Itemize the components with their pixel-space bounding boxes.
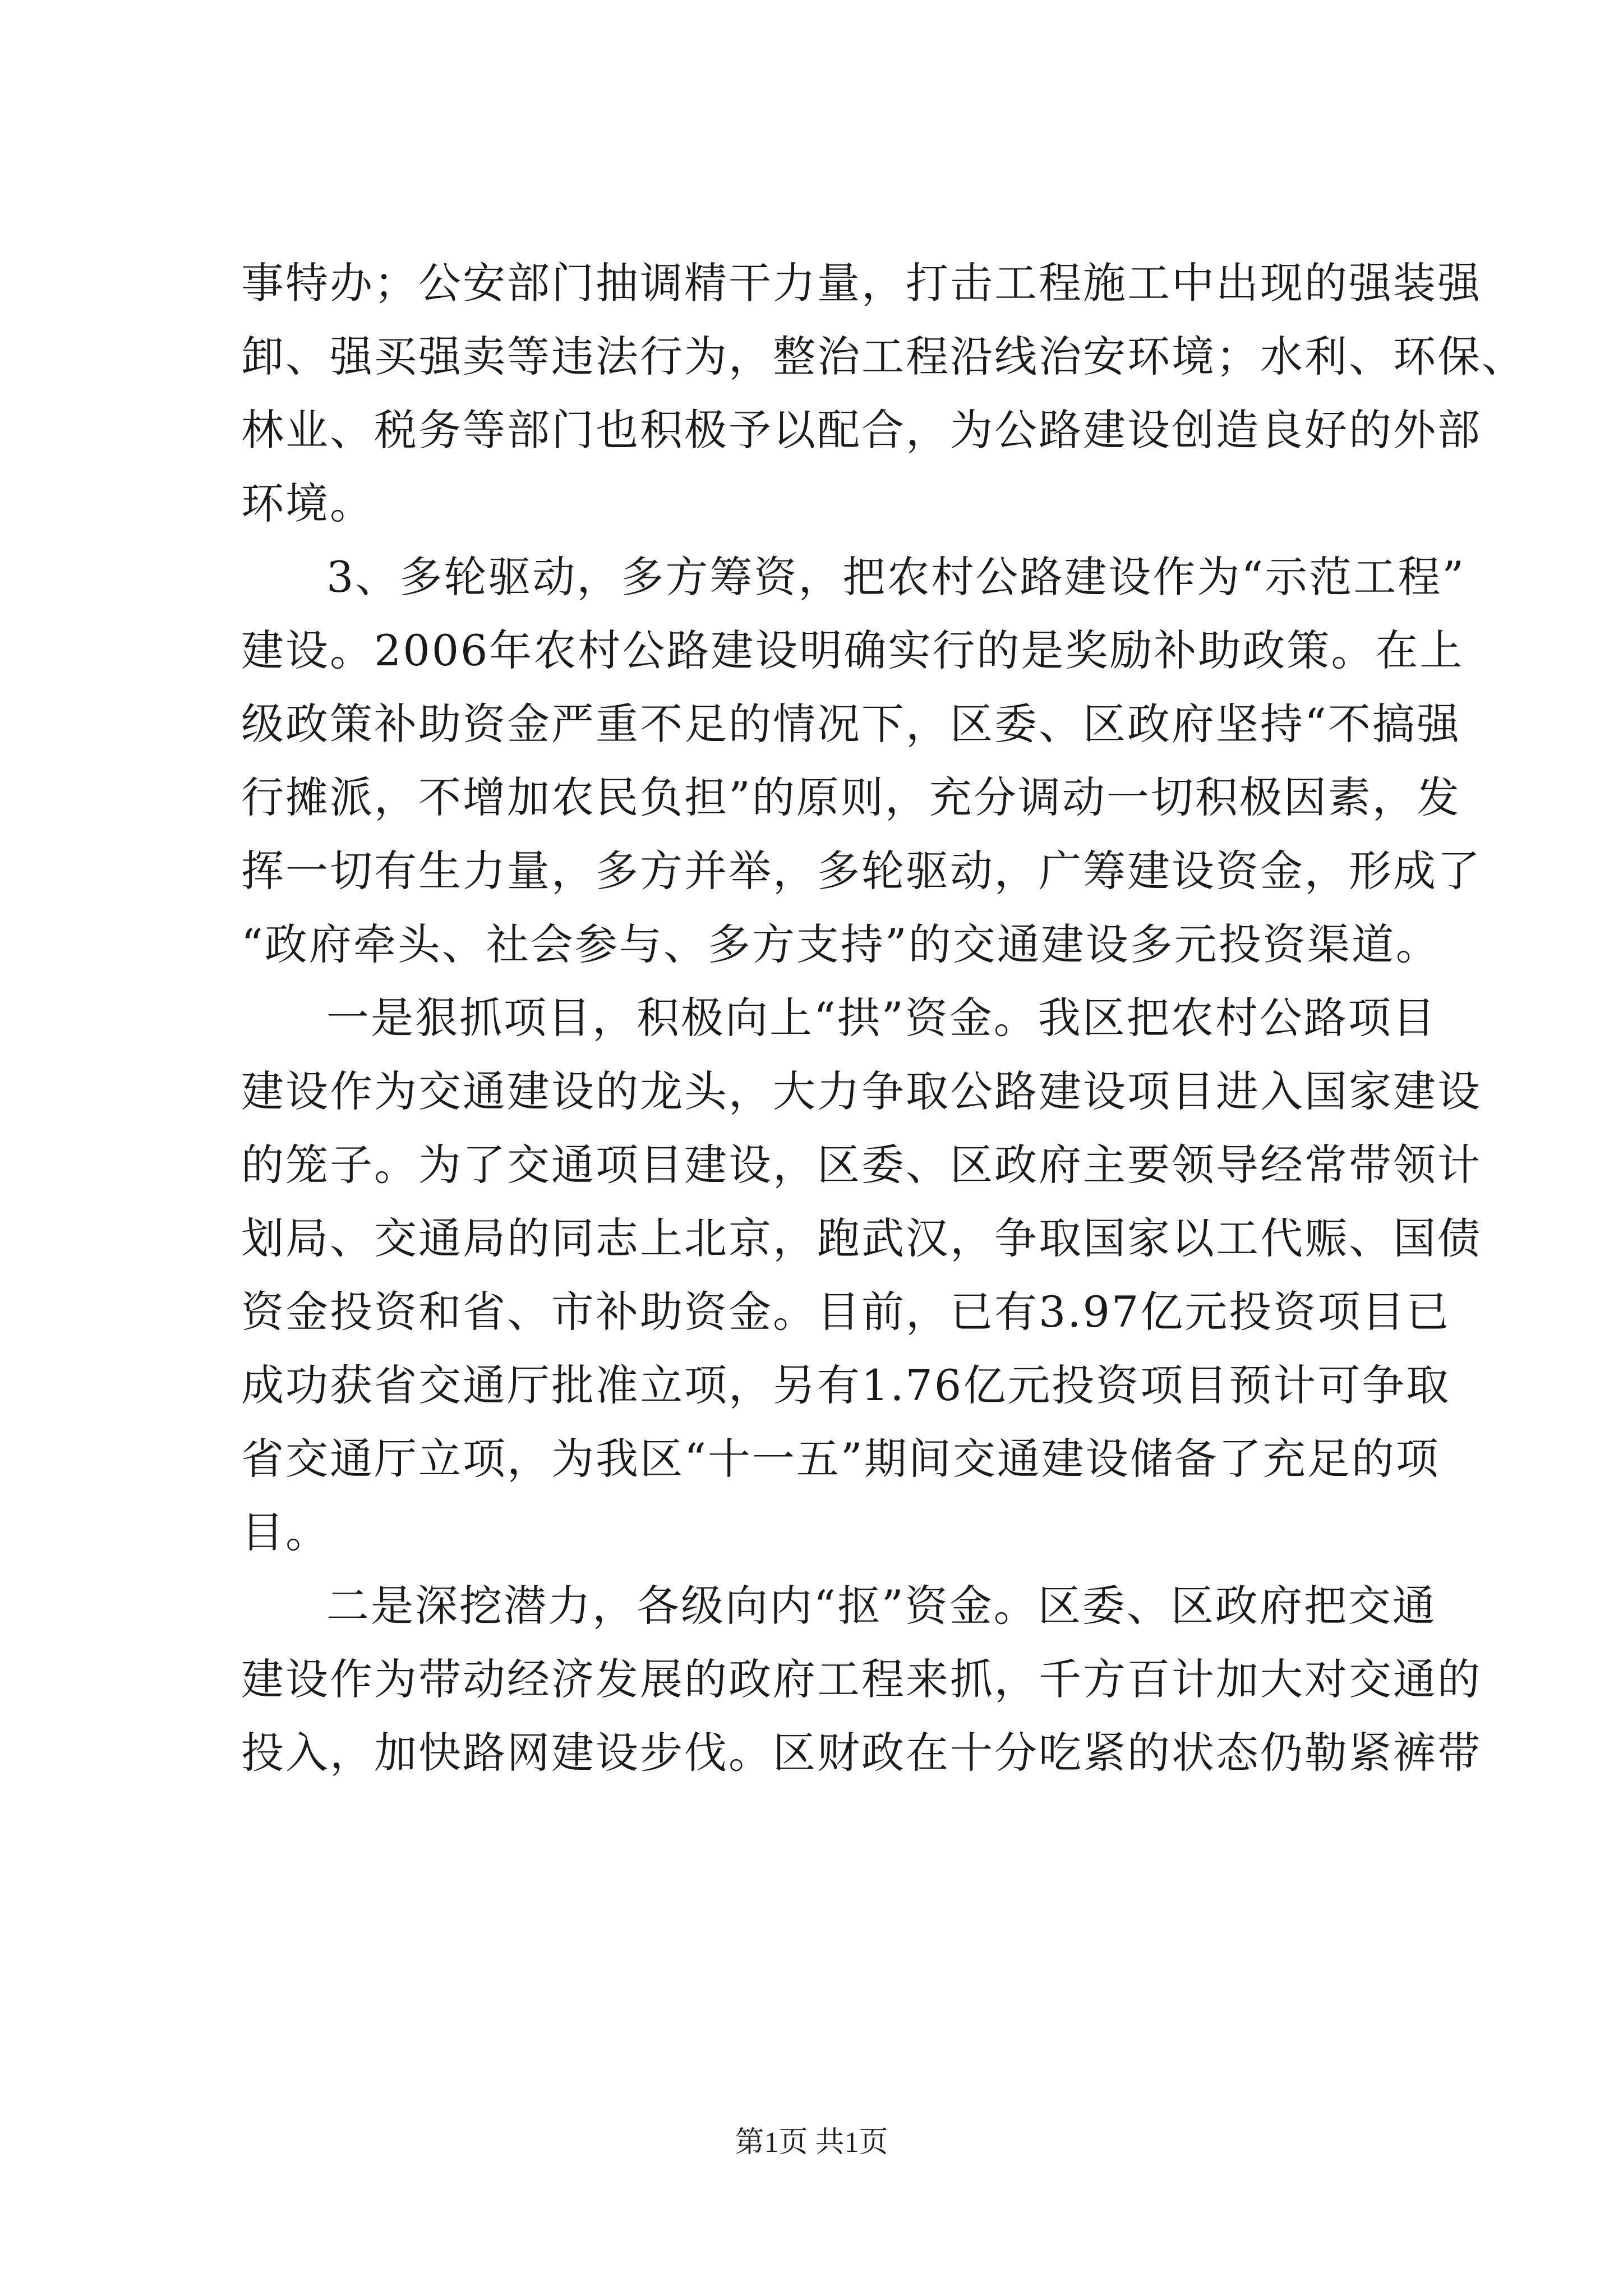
text-line: 林业、税务等部门也积极予以配合，为公路建设创造良好的外部 [241, 405, 1482, 455]
text-line: 投入，加快路网建设步伐。区财政在十分吃紧的状态仍勒紧裤带 [241, 1728, 1482, 1778]
text-line: 建设作为交通建设的龙头，大力争取公路建设项目进入国家建设 [241, 1066, 1482, 1116]
text-line: 成功获省交通厅批准立项，另有1.76亿元投资项目预计可争取 [241, 1360, 1451, 1410]
page-footer: 第1页 共1页 [735, 2127, 888, 2159]
text-line: 行摊派，不增加农民负担”的原则，充分调动一切积极因素，发 [241, 772, 1461, 822]
text-line: 资金投资和省、市补助资金。目前，已有3.97亿元投资项目已 [241, 1287, 1451, 1337]
paragraph-start-line: 一是狠抓项目，积极向上“拱”资金。我区把农村公路项目 [326, 993, 1437, 1043]
text-line: 划局、交通局的同志上北京，跑武汉，争取国家以工代赈、国债 [241, 1213, 1482, 1263]
text-line: 环境。 [241, 478, 374, 528]
text-line: 建设作为带动经济发展的政府工程来抓，千方百计加大对交通的 [241, 1654, 1482, 1704]
paragraph-start-line: 3、多轮驱动，多方筹资，把农村公路建设作为“示范工程” [326, 552, 1466, 602]
text-line: 事特办；公安部门抽调精干力量，打击工程施工中出现的强装强 [241, 258, 1482, 308]
text-line: 级政策补助资金严重不足的情况下，区委、区政府坚持“不搞强 [241, 699, 1461, 749]
text-line: 的笼子。为了交通项目建设，区委、区政府主要领导经常带领计 [241, 1140, 1482, 1190]
text-line: 建设。2006年农村公路建设明确实行的是奖励补助政策。在上 [241, 625, 1464, 675]
text-line: 目。 [241, 1507, 330, 1557]
paragraph-start-line: 二是深挖潜力，各级向内“抠”资金。区委、区政府把交通 [326, 1581, 1437, 1631]
text-line: “政府牵头、社会参与、多方支持”的交通建设多元投资渠道。 [241, 919, 1440, 969]
text-line: 挥一切有生力量，多方并举，多轮驱动，广筹建设资金，形成了 [241, 846, 1482, 896]
text-line: 卸、强买强卖等违法行为，整治工程沿线治安环境；水利、环保、 [241, 332, 1526, 381]
text-line: 省交通厅立项，为我区“十一五”期间交通建设储备了充足的项 [241, 1434, 1440, 1484]
